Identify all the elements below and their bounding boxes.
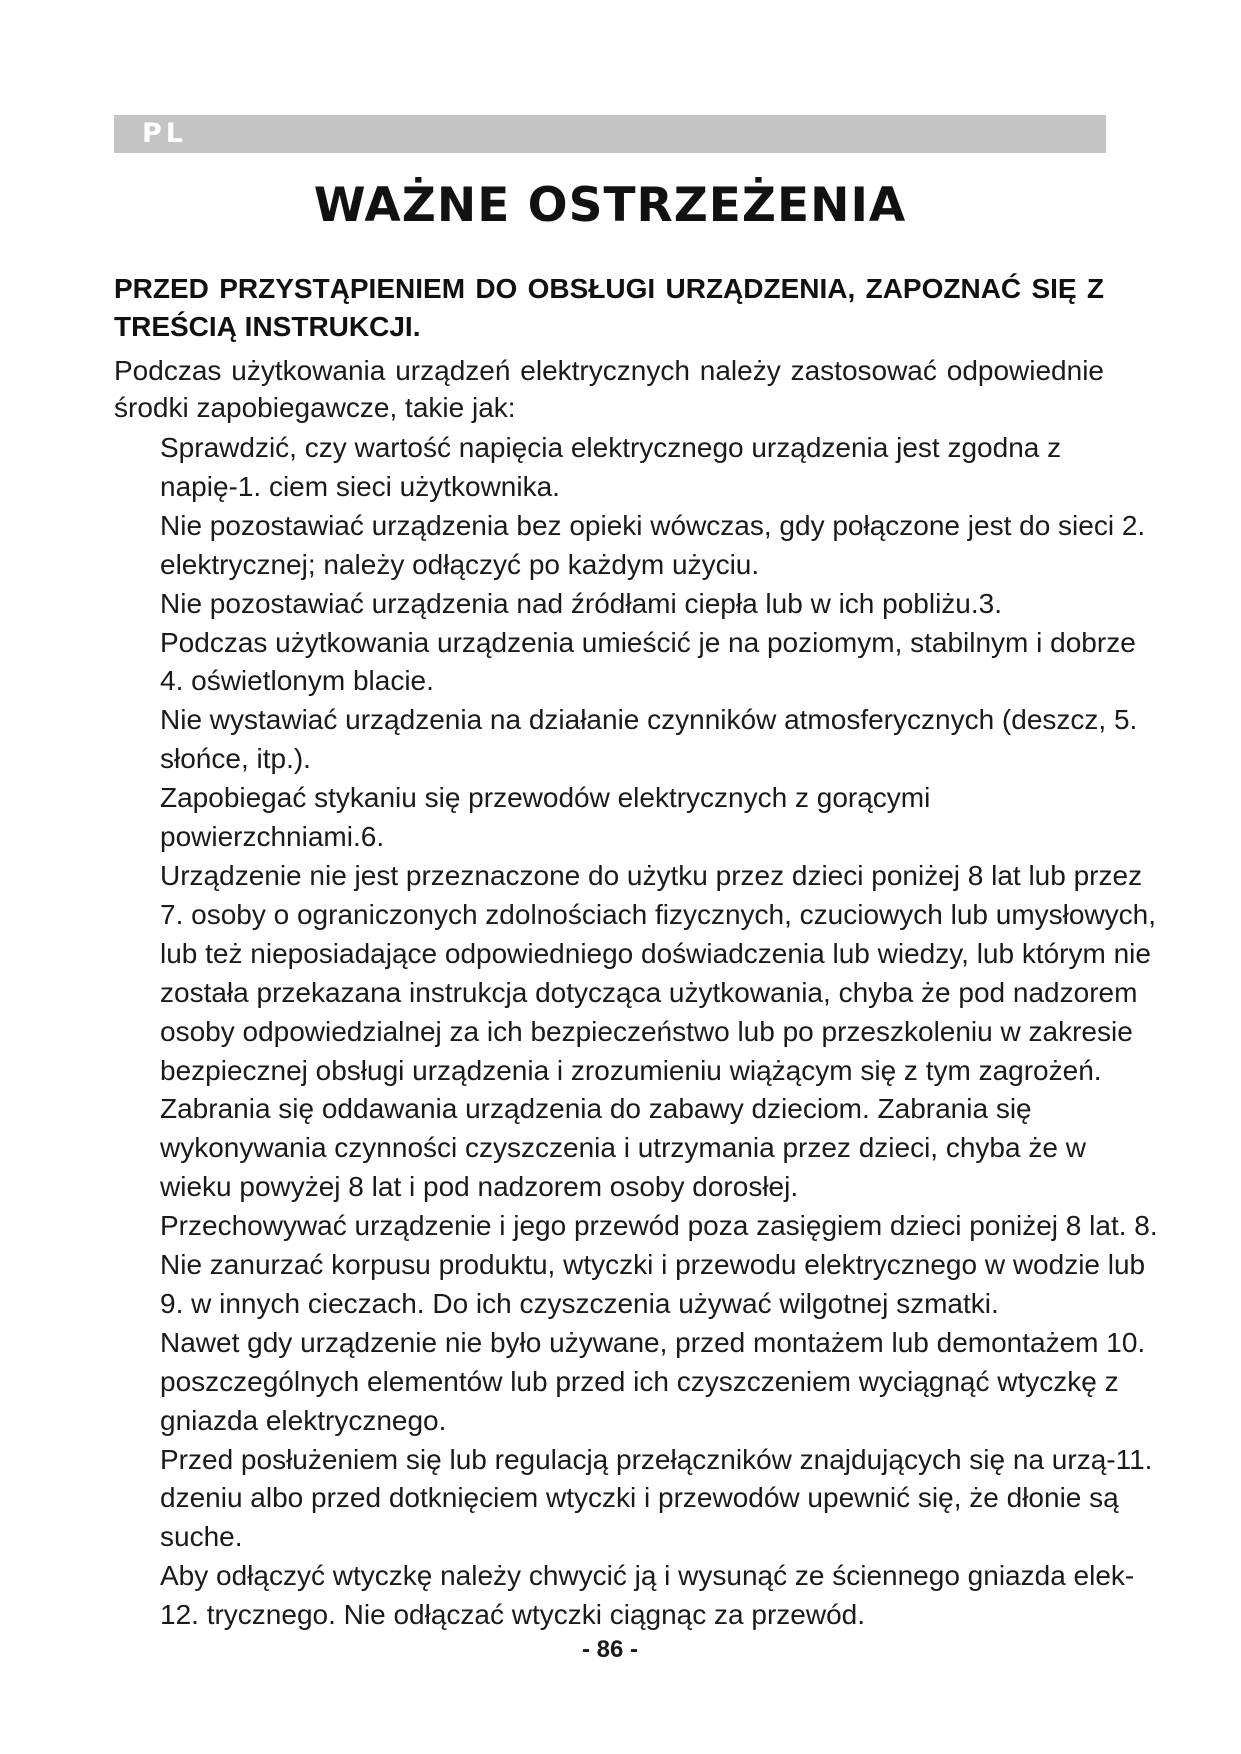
warning-item-9: Nie zanurzać korpusu produktu, wtyczki i przewodu elektrycznego w wodzie lub 9. w innych cieczach. Do ich czyszczenia używać wilgotnej szmatki. — [160, 1249, 1146, 1319]
page-title: WAŻNE OSTRZEŻENIA — [313, 178, 907, 233]
warning-item-5: Nie wystawiać urządzenia na działanie czynników atmosferycznych (deszcz, 5. słońce, itp.). — [160, 704, 1138, 775]
intro-warning-bold: PRZED PRZYSTĄPIENIEM DO OBSŁUGI URZĄDZENIA, ZAPOZNAĆ SIĘ Z TREŚCIĄ INSTRUKCJI. — [114, 273, 1104, 342]
warning-item-11: Przed posłużeniem się lub regulacją przełączników znajdujących się na urzą-11. dzeniu albo przed dotknięciem wtyczki i przewodów upewnić się, że dłonie są suche. — [160, 1443, 1153, 1553]
warning-item-7: Urządzenie nie jest przeznaczone do użytku przez dzieci poniżej 8 lat lub przez 7. osoby o ograniczonych zdolnościach fizycznych, czuciowych lub umysłowych, lub też nieposiadające odpowiedniego doświadczenia lub wiedzy, lub którym nie została przekazana instrukcja dotycząca użytkowania, chyba że pod nadzorem osoby odpowiedzialnej za ich bezpieczeństwo lub po przeszkoleniu w zakresie bezpiecznej obsługi urządzenia i zrozumieniu wiążącym się z tym zagrożeń. Zabrania się oddawania urządzenia do zabawy dzieciom. Zabrania się wykonywania czynności czyszczenia i utrzymania przez dzieci, chyba że w wieku powyżej 8 lat i pod nadzorem osoby dorosłej. — [160, 859, 1157, 1203]
warning-item-1: Sprawdzić, czy wartość napięcia elektrycznego urządzenia jest zgodna z napię-1. ciem sieci użytkownika. — [160, 432, 1062, 502]
warning-item-10: Nawet gdy urządzenie nie było używane, przed montażem lub demontażem 10. poszczególnych elementów lub przed ich czyszczeniem wyciągnąć wtyczkę z gniazda elektrycznego. — [160, 1326, 1146, 1436]
language-header-bar — [114, 115, 1106, 153]
warning-item-12: Aby odłączyć wtyczkę należy chwycić ją i wysunąć ze ściennego gniazda elek-12. trycznego. Nie odłączać wtyczki ciągnąc za przewód. — [160, 1560, 1135, 1631]
language-label: PL — [142, 118, 187, 149]
page-number: - 86 - — [581, 1636, 638, 1663]
warning-item-2: Nie pozostawiać urządzenia bez opieki wówczas, gdy połączone jest do sieci 2. elektrycznej; należy odłączyć po każdym użyciu. — [160, 509, 1146, 580]
warning-item-3: Nie pozostawiać urządzenia nad źródłami ciepła lub w ich pobliżu.3. — [160, 587, 1003, 619]
warning-list — [160, 429, 1160, 1635]
intro-paragraph: Podczas użytkowania urządzeń elektrycznych należy zastosować odpowiednie środki zapobiegawcze, takie jak: — [114, 355, 1104, 423]
warning-item-8: Przechowywać urządzenie i jego przewód poza zasięgiem dzieci poniżej 8 lat. 8. — [160, 1210, 1158, 1242]
warning-item-4: Podczas użytkowania urządzenia umieścić je na poziomym, stabilnym i dobrze 4. oświetlonym blacie. — [160, 626, 1136, 697]
warning-item-6: Zapobiegać stykaniu się przewodów elektrycznych z gorącymi powierzchniami.6. — [160, 782, 931, 853]
